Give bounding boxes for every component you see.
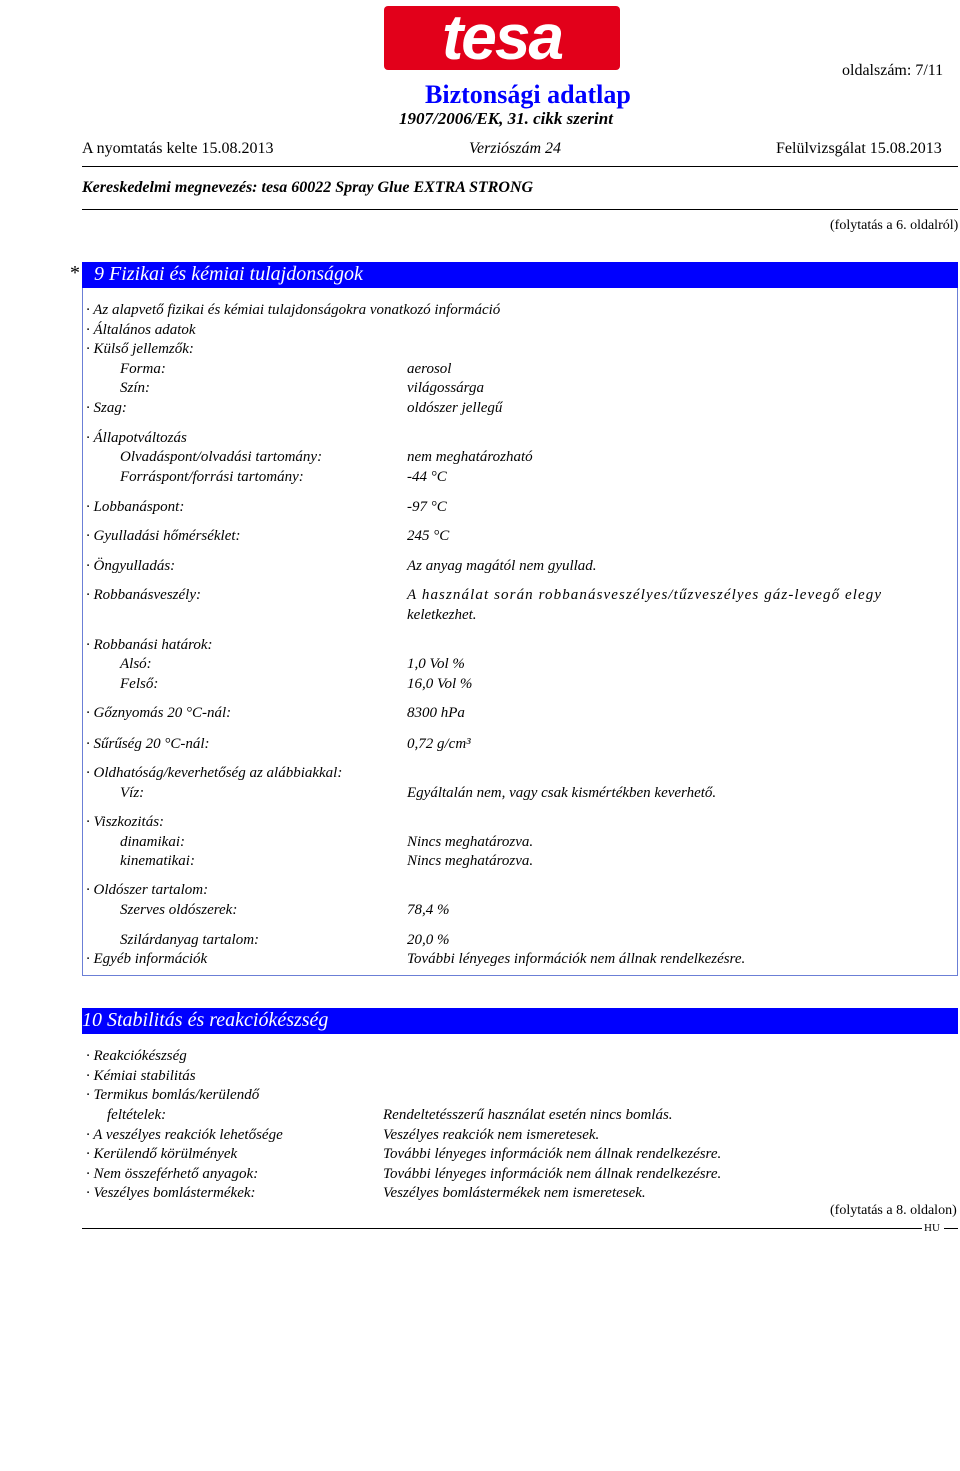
water-value: Egyáltalán nem, vagy csak kismértékben keverhető.: [407, 785, 717, 801]
document-title: Biztonsági adatlap: [425, 80, 631, 109]
upper-limit-value: 16,0 Vol %: [407, 676, 473, 692]
language-code: HU: [924, 1222, 940, 1234]
logo-text: tesa: [441, 1, 563, 73]
appearance-label: · Külső jellemzők:: [86, 341, 194, 357]
vapour-pressure-label: · Gőznyomás 20 °C-nál:: [86, 705, 232, 721]
hazardous-reactions-label: · A veszélyes reakciók lehetősége: [86, 1127, 283, 1143]
organic-solvents-label: Szerves oldószerek:: [120, 902, 238, 918]
continued-to: (folytatás a 8. oldalon): [830, 1203, 957, 1218]
section-9-heading: 9 Fizikai és kémiai tulajdonságok: [94, 263, 363, 285]
solubility-label: · Oldhatóság/keverhetőség az alábbiakkal:: [86, 765, 343, 781]
explosion-limits-label: · Robbanási határok:: [86, 637, 213, 653]
flash-point-value: -97 °C: [407, 499, 447, 515]
print-date: A nyomtatás kelte 15.08.2013: [82, 140, 274, 157]
version: Verziószám 24: [469, 140, 562, 157]
flash-point-label: · Lobbanáspont:: [86, 499, 185, 515]
incompatible-materials-value: További lényeges információk nem állnak rendelkezésre.: [383, 1166, 722, 1182]
continued-from: (folytatás a 6. oldalról): [830, 218, 959, 233]
decomposition-products-value: Veszélyes bomlástermékek nem ismeretesek.: [383, 1185, 646, 1201]
solids-content-value: 20,0 %: [407, 932, 450, 948]
conditions-to-avoid-value: További lényeges információk nem állnak rendelkezésre.: [383, 1146, 722, 1162]
page-number: oldalszám: 7/11: [842, 62, 944, 79]
reactivity-label: · Reakciókészség: [86, 1048, 187, 1064]
organic-solvents-value: 78,4 %: [407, 902, 450, 918]
footer-line-right: [944, 1228, 958, 1229]
lower-limit-label: Alsó:: [120, 656, 152, 672]
melting-value: nem meghatározható: [407, 449, 533, 465]
conditions-to-avoid-label: · Kerülendő körülmények: [86, 1146, 238, 1162]
form-label: Forma:: [120, 361, 166, 377]
document-subtitle: 1907/2006/EK, 31. cikk szerint: [399, 109, 613, 128]
ignition-label: · Gyulladási hőmérséklet:: [86, 528, 241, 544]
footer-line-left: [82, 1228, 922, 1229]
ignition-value: 245 °C: [407, 528, 450, 544]
explosion-value-line2: keletkezhet.: [407, 607, 477, 623]
solids-content-label: Szilárdanyag tartalom:: [120, 932, 260, 948]
boiling-label: Forráspont/forrási tartomány:: [120, 469, 304, 485]
hazardous-reactions-value: Veszélyes reakciók nem ismeretesek.: [383, 1127, 600, 1143]
dynamic-viscosity-value: Nincs meghatározva.: [407, 834, 534, 850]
solvent-content-label: · Oldószer tartalom:: [86, 882, 209, 898]
viscosity-label: · Viszkozitás:: [86, 814, 165, 830]
water-label: Víz:: [120, 785, 145, 801]
change-marker: *: [70, 262, 80, 284]
trade-name: Kereskedelmi megnevezés: tesa 60022 Spray Glue EXTRA STRONG: [82, 179, 534, 196]
tesa-logo: [384, 1, 620, 73]
trade-name-divider: [82, 209, 958, 210]
revision-date: Felülvizsgálat 15.08.2013: [776, 140, 942, 157]
explosion-label: · Robbanásveszély:: [86, 587, 201, 603]
self-ignition-value: Az anyag magától nem gyullad.: [407, 558, 597, 574]
decomposition-products-label: · Veszélyes bomlástermékek:: [86, 1185, 256, 1201]
other-info-label: · Egyéb információk: [86, 951, 208, 967]
section-9-bar: [82, 262, 958, 288]
density-label: · Sűrűség 20 °C-nál:: [86, 736, 210, 752]
explosion-value-line1: A használat során robbanásveszélyes/tűzveszélyes gáz-levegő elegy: [407, 587, 883, 603]
thermal-decomp-label: · Termikus bomlás/kerülendő: [86, 1087, 260, 1103]
form-value: aerosol: [407, 361, 452, 377]
upper-limit-label: Felső:: [120, 676, 159, 692]
kinematic-viscosity-value: Nincs meghatározva.: [407, 853, 534, 869]
section-10-bar: [82, 1008, 958, 1034]
general-info: · Általános adatok: [86, 322, 196, 338]
color-label: Szín:: [120, 380, 150, 396]
color-value: világossárga: [407, 380, 484, 396]
chemical-stability-label: · Kémiai stabilitás: [86, 1068, 196, 1084]
lower-limit-value: 1,0 Vol %: [407, 656, 465, 672]
melting-label: Olvadáspont/olvadási tartomány:: [120, 449, 323, 465]
self-ignition-label: · Öngyulladás:: [86, 558, 176, 574]
header-divider: [82, 166, 958, 167]
vapour-pressure-value: 8300 hPa: [407, 705, 465, 721]
kinematic-viscosity-label: kinematikai:: [120, 853, 195, 869]
other-info-value: További lényeges információk nem állnak rendelkezésre.: [407, 951, 746, 967]
boiling-value: -44 °C: [407, 469, 447, 485]
incompatible-materials-label: · Nem összeférhető anyagok:: [86, 1166, 259, 1182]
basic-info-heading: · Az alapvető fizikai és kémiai tulajdonságokra vonatkozó információ: [86, 302, 501, 318]
section-10-heading: 10 Stabilitás és reakciókészség: [82, 1009, 329, 1031]
thermal-decomp-label-cont: feltételek:: [107, 1107, 167, 1123]
section-9-box: [82, 288, 958, 976]
density-value: 0,72 g/cm³: [407, 736, 471, 752]
thermal-decomp-value: Rendeltetésszerű használat esetén nincs bomlás.: [383, 1107, 673, 1123]
odour-label: · Szag:: [86, 400, 127, 416]
dynamic-viscosity-label: dinamikai:: [120, 834, 185, 850]
state-change-label: · Állapotváltozás: [86, 430, 187, 446]
odour-value: oldószer jellegű: [407, 400, 503, 416]
